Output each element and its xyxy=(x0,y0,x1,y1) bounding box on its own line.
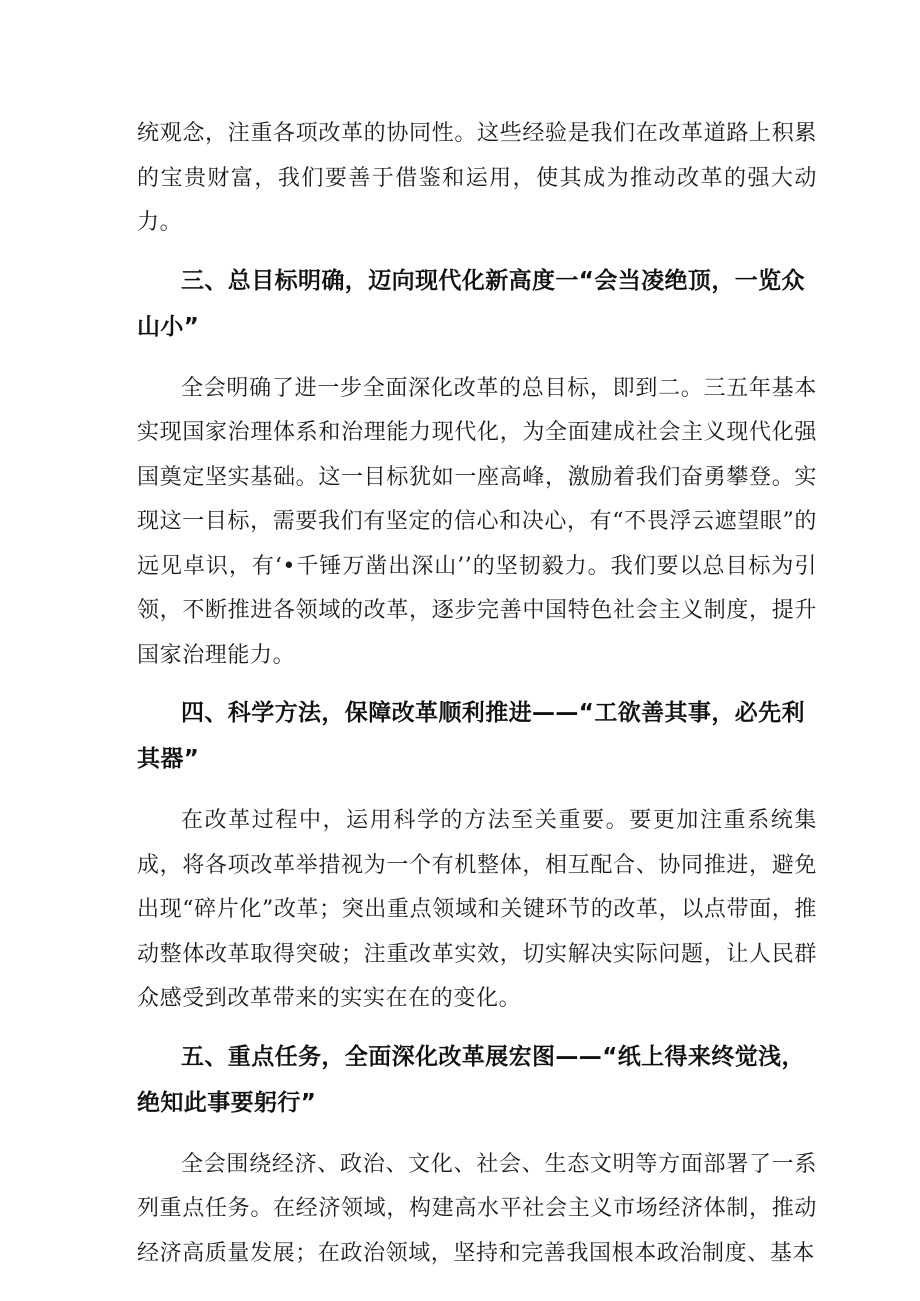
spacer xyxy=(137,1022,817,1034)
spacer xyxy=(137,246,817,258)
section-paragraph-5: 全会围绕经济、政治、文化、社会、生态文明等方面部署了一系列重点任务。在经济领域，构建高水平社会主义市场经济体制，推动经济高质量发展；在政治领域，坚持和完善我国根本政治制度、基本 xyxy=(137,1151,817,1266)
section-paragraph-4: 在改革过程中，运用科学的方法至关重要。要更加注重系统集成，将各项改革举措视为一个有机整体，相互配合、协同推进，避免出现“碎片化”改革；突出重点领域和关键环节的改革，以点带面，推动整体改革取得突破；注重改革实效，切实解决实际问题，让人民群众感受到改革带来的实实在在的变化。 xyxy=(137,808,817,1011)
document-page xyxy=(137,112,817,1276)
section-heading-4: 四、科学方法，保障改革顺利推进——“工欲善其事，必先利其器” xyxy=(137,700,805,772)
spacer xyxy=(137,1126,817,1143)
spacer xyxy=(137,782,817,799)
section-paragraph-3: 全会明确了进一步全面深化改革的总目标，即到二。三五年基本实现国家治理体系和治理能力现代化，为全面建成社会主义现代化强国奠定坚实基础。这一目标犹如一座高峰，激励着我们奋勇攀登。实现这一目标，需要我们有坚定的信心和决心，有“不畏浮云遮望眼”的远见卓识，有‘•千锤万凿出深山’’的坚韧毅力。我们要以总目标为引领，不断推进各领域的改革，逐步完善中国特色社会主义制度，提升国家治理能力。 xyxy=(137,375,817,668)
section-heading-3: 三、总目标明确，迈向现代化新高度一“会当凌绝顶，一览众山小” xyxy=(137,267,805,340)
intro-paragraph: 统观念，注重各项改革的协同性。这些经验是我们在改革道路上积累的宝贵财富，我们要善于借鉴和运用，使其成为推动改革的强大动力。 xyxy=(137,121,817,235)
spacer xyxy=(137,350,817,367)
spacer xyxy=(137,678,817,690)
section-heading-5: 五、重点任务，全面深化改革展宏图——“纸上得来终觉浅，绝知此事要躬行” xyxy=(137,1043,805,1116)
